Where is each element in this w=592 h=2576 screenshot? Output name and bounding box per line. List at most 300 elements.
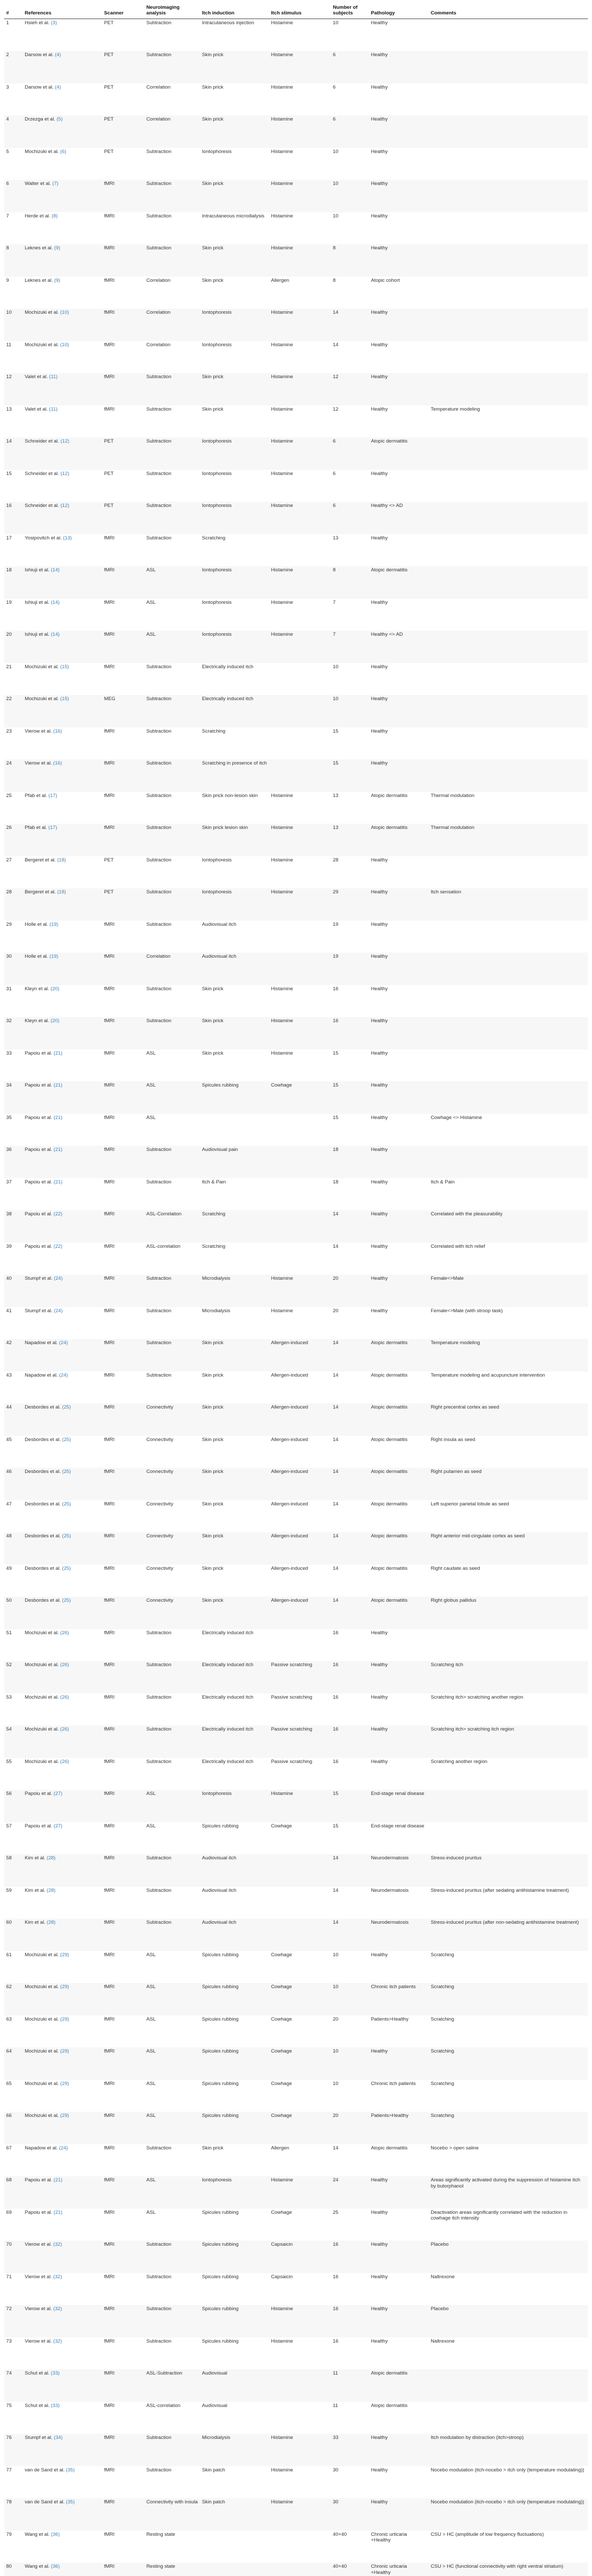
citation-link[interactable]: (28) [46,1920,56,1926]
citation-link[interactable]: (25) [62,1501,71,1507]
reference-author: Bergeret et al. [25,857,57,863]
citation-link[interactable]: (21) [54,2177,63,2183]
table-row [4,599,588,631]
cell-analysis: Subtraction [144,180,200,212]
cell-reference [23,1822,102,1855]
cell-comments: Scratching [431,2016,454,2022]
cell-analysis: Correlation [144,953,200,985]
cell-comments [429,1017,588,1049]
cell-number: 48 [4,1532,23,1565]
table-row [4,2241,588,2273]
citation-link[interactable]: (20) [50,986,60,992]
cell-number: 12 [4,373,23,405]
citation-link[interactable]: (4) [55,84,61,90]
cell-subjects: 10 [333,20,339,26]
cell-pathology: Healthy [369,953,429,985]
citation-link[interactable]: (26) [60,1662,69,1668]
cell-pathology: Healthy [369,180,429,212]
cell-comments: Left superior parietal lobule as seed [431,1501,509,1507]
cell-pathology: Healthy [371,1758,388,1765]
citation-link[interactable]: (28) [46,1855,56,1861]
header-row [4,3,588,19]
cell-itch-induction: Audiovisual itch [200,1854,269,1887]
citation-link[interactable]: (34) [54,2435,63,2441]
table-row [4,470,588,502]
cell-reference [23,1468,102,1500]
cell-analysis: ASL [144,566,200,599]
reference-author: Napadow et al. [25,1372,59,1378]
citation-link[interactable]: (32) [53,2242,62,2248]
cell-number: 62 [4,1983,23,2015]
cell-analysis: Correlation [144,115,200,148]
citation-link[interactable]: (25) [62,1469,71,1475]
citation-link[interactable]: (29) [60,2080,69,2087]
citation-link[interactable]: (24) [59,2145,68,2151]
reference-author: Vierow et al. [25,2338,54,2344]
citation-link[interactable]: (16) [53,760,62,767]
cell-reference [23,148,102,180]
cell-scanner: fMRI [104,1243,115,1249]
cell-itch-stimulus: Histamine [271,1308,293,1314]
cell-pathology: Atopic dermatitis [371,1436,408,1443]
table-row [4,1178,588,1211]
cell-reference [23,1951,102,1984]
cell-reference [23,2241,102,2273]
cell-comments: Naltrexone [431,2338,455,2344]
reference-author: Napadow et al. [25,2145,59,2151]
citation-link[interactable]: (21) [54,1147,63,1153]
cell-itch-induction: Skin prick lesion skin [200,824,269,856]
cell-subjects: 14 [333,1372,339,1378]
cell-subjects: 14 [333,1501,339,1507]
cell-subjects: 20 [333,2016,339,2022]
cell-analysis: Subtraction [146,148,172,155]
table-row [4,1500,588,1533]
cell-scanner: fMRI [104,792,115,799]
cell-scanner: fMRI [102,1275,144,1307]
cell-itch-stimulus [269,663,331,696]
table-row [4,277,588,309]
cell-number: 33 [6,1050,12,1056]
citation-link[interactable]: (26) [60,1630,69,1636]
cell-number: 54 [4,1725,23,1758]
reference-author: Mochizuki et al. [25,1630,60,1636]
citation-link[interactable]: (18) [57,857,66,863]
cell-itch-induction: Electrically induced itch [200,695,269,727]
cell-itch-induction: Skin prick non-lesion skin [202,792,258,799]
citation-link[interactable]: (21) [54,1082,63,1089]
cell-itch-induction: Scratching [202,1243,226,1249]
citation-link[interactable]: (27) [54,1823,63,1829]
cell-subjects: 15 [331,1081,369,1114]
cell-number: 4 [4,115,23,148]
cell-pathology: Atopic dermatitis [369,1339,429,1371]
cell-subjects: 14 [333,1436,339,1443]
citation-link[interactable]: (11) [49,406,58,412]
cell-reference [23,921,102,953]
cell-pathology: Chronic itch patients [369,1983,429,2015]
cell-itch-stimulus: Allergen-induced [269,1339,331,1371]
cell-scanner: fMRI [102,1854,144,1887]
cell-comments: Naltrexone [431,2274,455,2280]
cell-scanner: fMRI [104,213,115,219]
cell-number: 21 [6,664,12,670]
cell-reference [23,2402,102,2434]
citation-link[interactable]: (22) [54,1211,63,1217]
citation-link[interactable]: (29) [60,1952,69,1958]
cell-scanner: PET [104,857,114,863]
cell-scanner: fMRI [102,759,144,792]
citation-link[interactable]: (15) [60,696,69,702]
reference-author: Vierow et al. [25,2306,54,2312]
cell-pathology: Healthy [371,1952,388,1958]
cell-itch-stimulus [269,2563,331,2576]
citation-link[interactable]: (26) [60,1694,69,1700]
citation-link[interactable]: (15) [60,664,69,670]
cell-itch-induction: Skin prick [202,1050,224,1056]
cell-pathology: Healthy [371,84,388,90]
cell-subjects: 15 [333,1050,339,1056]
cell-subjects: 10 [333,148,339,155]
cell-pathology: Atopic dermatitis [371,2145,408,2151]
citation-link[interactable]: (13) [63,535,72,541]
cell-itch-induction: Skin prick [202,277,224,283]
reference-author: Kim et al. [25,1887,47,1893]
citation-link[interactable]: (33) [50,2402,60,2409]
cell-pathology: Atopic dermatitis [369,2369,429,2402]
cell-number: 52 [4,1661,23,1693]
citation-link[interactable]: (29) [60,1984,69,1990]
cell-itch-stimulus [269,2402,331,2434]
cell-itch-induction: Skin prick [202,406,224,412]
citation-link[interactable]: (32) [53,2306,62,2312]
cell-reference [23,83,102,116]
table-row [4,2305,588,2337]
citation-link[interactable]: (35) [66,2467,75,2473]
citation-link[interactable]: (10) [60,310,69,316]
cell-scanner: fMRI [102,2563,144,2576]
cell-itch-induction: Skin prick [202,1436,224,1443]
citation-link[interactable]: (24) [59,1340,68,1346]
citation-link[interactable]: (29) [60,2048,69,2055]
citation-link[interactable]: (25) [62,1598,71,1604]
cell-pathology: Healthy [369,1210,429,1243]
cell-comments: Scratching [429,1983,588,2015]
citation-link[interactable]: (19) [49,954,59,960]
cell-itch-stimulus: Allergen-induced [269,1597,331,1629]
table-row [4,2434,588,2466]
cell-itch-stimulus: Histamine [271,2338,293,2344]
cell-subjects: 11 [333,2402,338,2409]
cell-pathology: Healthy [371,20,388,26]
table-row [4,2531,588,2563]
citation-link[interactable]: (18) [57,889,66,895]
cell-pathology: Healthy [369,1081,429,1114]
cell-reference [23,2305,102,2337]
citation-link[interactable]: (22) [54,1243,63,1249]
cell-analysis: Subtraction [146,728,172,734]
cell-number: 72 [4,2305,23,2337]
citation-link[interactable]: (19) [49,921,59,927]
cell-pathology: Healthy [369,309,429,341]
cell-subjects: 7 [333,599,336,605]
citation-link[interactable]: (26) [60,1726,69,1733]
cell-pathology: Healthy [371,1630,388,1636]
cell-analysis: Subtraction [144,1339,200,1371]
cell-itch-stimulus [269,1919,331,1951]
citation-link[interactable]: (29) [60,2016,69,2022]
citation-link[interactable]: (17) [48,825,57,831]
cell-analysis: Subtraction [144,759,200,792]
cell-scanner: fMRI [102,1983,144,2015]
cell-itch-induction: Iontophoresis [200,2176,269,2209]
citation-link[interactable]: (3) [50,20,57,26]
cell-itch-stimulus: Allergen [271,2145,290,2151]
cell-itch-induction: Audiovisual [200,2369,269,2402]
citation-link[interactable]: (27) [54,1791,63,1797]
cell-number: 31 [6,986,12,992]
cell-reference [23,2144,102,2177]
table-row [4,1951,588,1984]
cell-analysis: ASL-correlation [146,2402,181,2409]
cell-analysis: ASL [146,599,156,605]
cell-reference [23,2015,102,2048]
cell-itch-induction: Skin patch [200,2498,269,2531]
reference-author: Papoiu et al. [25,1147,54,1153]
citation-link[interactable]: (24) [54,1308,63,1314]
citation-link[interactable]: (21) [54,1114,63,1121]
cell-pathology: Healthy [371,1114,388,1121]
citation-link[interactable]: (32) [53,2274,62,2280]
cell-itch-induction: Electrically induced itch [202,1758,253,1765]
citation-link[interactable]: (10) [60,342,69,348]
cell-number: 14 [4,437,23,470]
cell-itch-induction: Intracutaneous injection [202,20,255,26]
citation-link[interactable]: (14) [50,599,60,605]
cell-scanner: fMRI [102,953,144,985]
citation-link[interactable]: (8) [52,213,58,219]
cell-number: 49 [6,1565,12,1571]
cell-pathology: Healthy [371,2274,388,2280]
cell-analysis: Correlation [146,277,171,283]
citation-link[interactable]: (12) [60,503,70,509]
cell-scanner: fMRI [104,1758,115,1765]
cell-scanner: fMRI [104,2467,115,2473]
cell-itch-induction: Electrically induced itch [202,664,253,670]
citation-link[interactable]: (17) [48,792,57,799]
cell-pathology: Chronic itch patients [371,2080,416,2087]
citation-link[interactable]: (14) [50,632,60,638]
reference-author: Napadow et al. [25,1340,59,1346]
cell-itch-stimulus [269,727,331,760]
citation-link[interactable]: (29) [60,2113,69,2119]
table-row [4,2209,588,2241]
citation-link[interactable]: (16) [53,728,62,734]
reference-author: Papoiu et al. [25,1823,54,1829]
cell-itch-stimulus [269,921,331,953]
reference-author: Kim et al. [25,1920,47,1926]
cell-scanner: fMRI [104,2531,115,2537]
cell-pathology: Patients>Healthy [371,2016,409,2022]
cell-number: 9 [6,277,9,283]
cell-reference [23,824,102,856]
citation-link[interactable]: (36) [50,2564,60,2570]
cell-subjects: 13 [333,535,339,541]
citation-link[interactable]: (24) [59,1372,68,1378]
reference-author: Mochizuki et al. [25,1726,60,1733]
cell-scanner: PET [102,437,144,470]
cell-scanner: PET [102,888,144,921]
cell-subjects: 14 [331,1597,369,1629]
cell-comments: Thermal modulation [429,824,588,856]
citation-link[interactable]: (9) [54,245,60,251]
cell-itch-induction: Spicules rubbing [200,2047,269,2080]
table-row [4,695,588,727]
cell-number: 73 [6,2338,12,2344]
cell-itch-stimulus: Histamine [269,631,331,663]
cell-pathology: Healthy [371,1694,388,1700]
citation-link[interactable]: (25) [62,1565,71,1571]
cell-itch-induction: Spicules rubbing [200,2241,269,2273]
cell-number: 79 [6,2531,12,2537]
table-row [4,1887,588,1919]
cell-subjects: 6 [331,437,369,470]
citation-link[interactable]: (12) [60,438,70,445]
citation-link[interactable]: (25) [62,1404,71,1411]
citation-link[interactable]: (25) [62,1533,71,1539]
table-row [4,180,588,212]
citation-link[interactable]: (6) [60,148,66,155]
cell-itch-stimulus: Cowhage [271,1823,292,1829]
col-header-itch-induction: Itch induction [200,3,269,19]
reference-author: Schut et al. [25,2370,51,2377]
cell-itch-induction: Microdialysis [200,1275,269,1307]
cell-number: 66 [4,2112,23,2144]
cell-itch-induction: Skin prick [200,373,269,405]
cell-scanner: fMRI [102,2305,144,2337]
cell-reference [23,1919,102,1951]
reference-author: Papoiu et al. [25,1791,54,1797]
cell-itch-stimulus [269,1210,331,1243]
cell-reference [23,19,102,52]
reference-author: Yosipovitch et al. [25,535,63,541]
citation-link[interactable]: (32) [53,2338,62,2344]
reference-author: Mochizuki et al. [25,1952,60,1958]
cell-scanner: fMRI [102,309,144,341]
citation-link[interactable]: (36) [50,2531,60,2537]
table-row [4,1243,588,1275]
table-row [4,1693,588,1726]
cell-number: 74 [4,2369,23,2402]
citation-link[interactable]: (9) [54,277,60,283]
cell-itch-stimulus: Cowhage [271,2016,292,2022]
citation-link[interactable]: (4) [55,52,61,58]
citation-link[interactable]: (26) [60,1758,69,1765]
cell-analysis: Subtraction [146,1758,172,1765]
citation-link[interactable]: (21) [54,1050,63,1056]
cell-reference [23,244,102,277]
cell-scanner: fMRI [104,1436,115,1443]
cell-reference [23,2112,102,2144]
citation-link[interactable]: (28) [46,1887,56,1893]
citation-link[interactable]: (25) [62,1436,71,1443]
cell-reference [23,2531,102,2563]
cell-subjects: 40+40 [331,2563,369,2576]
cell-comments: Scratching [431,2080,454,2087]
cell-subjects: 10 [333,2080,339,2087]
cell-pathology: Healthy [369,1725,429,1758]
cell-subjects: 16 [333,1630,339,1636]
cell-itch-induction: Iontophoresis [200,1790,269,1822]
cell-analysis: Subtraction [146,921,172,927]
cell-comments [429,2402,588,2434]
cell-itch-stimulus: Histamine [269,2305,331,2337]
cell-analysis: Subtraction [146,1694,172,1700]
cell-itch-induction: Scratching in presence of itch [200,759,269,792]
citation-link[interactable]: (21) [54,1179,63,1185]
citation-link[interactable]: (33) [50,2370,60,2377]
cell-itch-stimulus [269,1854,331,1887]
citation-link[interactable]: (21) [54,2209,63,2215]
cell-comments [429,1822,588,1855]
cell-analysis: Subtraction [144,888,200,921]
cell-scanner: fMRI [104,277,115,283]
citation-link[interactable]: (24) [54,1276,63,1282]
citation-link[interactable]: (20) [50,1018,60,1024]
cell-itch-stimulus: Histamine [271,342,293,348]
cell-reference [23,1243,102,1275]
citation-link[interactable]: (7) [52,181,59,187]
cell-scanner: fMRI [102,2176,144,2209]
cell-itch-stimulus [269,695,331,727]
cell-number: 38 [4,1210,23,1243]
cell-pathology: Healthy [371,1308,388,1314]
cell-analysis: Subtraction [144,373,200,405]
table-row [4,2144,588,2177]
cell-itch-stimulus: Histamine [271,599,293,605]
cell-analysis: Subtraction [146,535,172,541]
table-row [4,437,588,470]
cell-number: 18 [4,566,23,599]
cell-itch-stimulus: Allergen-induced [269,1532,331,1565]
cell-analysis: Subtraction [146,1308,172,1314]
cell-scanner: fMRI [104,1952,115,1958]
table-row [4,2176,588,2209]
cell-itch-induction: Spicules rubbing [202,1823,239,1829]
cell-analysis: Subtraction [146,2145,172,2151]
cell-number: 45 [6,1436,12,1443]
cell-number: 80 [4,2563,23,2576]
table-row [4,1597,588,1629]
reference-author: Papoiu et al. [25,1050,54,1056]
cell-itch-stimulus: Histamine [271,470,293,477]
cell-reference [23,1178,102,1211]
cell-itch-induction: Skin prick [200,51,269,83]
cell-itch-stimulus [269,2369,331,2402]
citation-link[interactable]: (5) [56,116,63,123]
cell-comments: Itch sensation [429,888,588,921]
cell-comments: Scratching [431,1952,454,1958]
reference-author: Mochizuki et al. [25,1662,60,1668]
cell-reference [23,502,102,534]
citation-link[interactable]: (11) [49,374,58,380]
citation-link[interactable]: (12) [60,470,70,477]
cell-number: 70 [4,2241,23,2273]
cell-reference [23,2209,102,2241]
citation-link[interactable]: (14) [50,567,60,573]
cell-analysis: Subtraction [144,1919,200,1951]
citation-link[interactable]: (35) [66,2499,75,2505]
